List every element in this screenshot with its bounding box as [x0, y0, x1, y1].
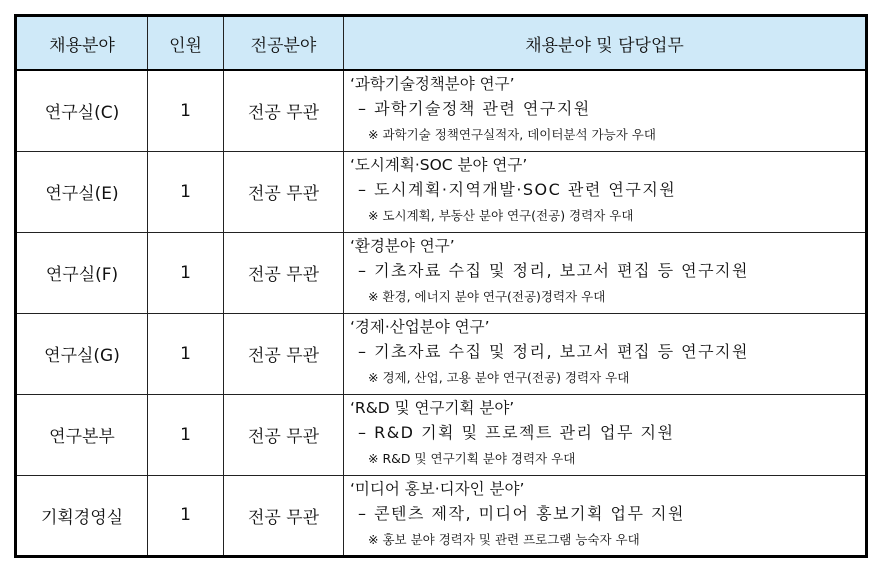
recruitment-table — [14, 14, 868, 558]
duties-cell — [344, 70, 867, 151]
major-cell: 전공 무관 — [224, 232, 344, 313]
duty-title: ‘과학기술정책분야 연구’ — [350, 75, 515, 93]
duty-note: ※ 도시계획, 부동산 분야 연구(전공) 경력자 우대 — [368, 207, 634, 223]
major-cell: 전공 무관 — [224, 151, 344, 232]
header-row — [16, 16, 867, 71]
duty-task: – 과학기술정책 관련 연구지원 — [358, 99, 591, 118]
count-cell: 1 — [148, 394, 224, 475]
duty-title: ‘미디어 홍보·디자인 분야’ — [350, 479, 525, 498]
field-cell: 연구실(G) — [16, 313, 148, 394]
duty-task: – 콘텐츠 제작, 미디어 홍보기획 업무 지원 — [358, 503, 685, 523]
field-cell: 기획경영실 — [16, 475, 148, 556]
table-row — [16, 70, 867, 151]
document-area — [14, 14, 865, 556]
duty-title: ‘환경분야 연구’ — [350, 236, 455, 255]
header-field: 채용분야 — [16, 16, 148, 71]
count-cell: 1 — [148, 313, 224, 394]
field-cell: 연구본부 — [16, 394, 148, 475]
major-cell: 전공 무관 — [224, 313, 344, 394]
count-cell: 1 — [148, 232, 224, 313]
field-cell: 연구실(E) — [16, 151, 148, 232]
table-row — [16, 151, 867, 232]
table-row — [16, 394, 867, 475]
duties-cell — [344, 313, 867, 394]
duty-task: – R&D 기획 및 프로젝트 관리 업무 지원 — [358, 422, 675, 442]
header-duties: 채용분야 및 담당업무 — [344, 16, 867, 71]
duties-cell — [344, 232, 867, 313]
count-cell: 1 — [148, 151, 224, 232]
header-major: 전공분야 — [224, 16, 344, 71]
duty-note: ※ 환경, 에너지 분야 연구(전공)경력자 우대 — [368, 288, 606, 304]
duty-task: – 기초자료 수집 및 정리, 보고서 편집 등 연구지원 — [358, 260, 749, 280]
duty-note: ※ R&D 및 연구기획 분야 경력자 우대 — [368, 450, 576, 466]
duty-note: ※ 홍보 분야 경력자 및 관련 프로그램 능숙자 우대 — [368, 531, 640, 547]
major-cell: 전공 무관 — [224, 70, 344, 151]
major-cell: 전공 무관 — [224, 394, 344, 475]
duty-title: ‘R&D 및 연구기획 분야’ — [350, 398, 515, 417]
duty-title: ‘도시계획·SOC 분야 연구’ — [350, 155, 528, 174]
duties-cell — [344, 475, 867, 556]
count-cell: 1 — [148, 475, 224, 556]
field-cell: 연구실(F) — [16, 232, 148, 313]
duty-note: ※ 경제, 산업, 고용 분야 연구(전공) 경력자 우대 — [368, 369, 630, 385]
duty-title: ‘경제·산업분야 연구’ — [350, 317, 490, 336]
major-cell: 전공 무관 — [224, 475, 344, 556]
field-cell: 연구실(C) — [16, 70, 148, 151]
duties-cell — [344, 151, 867, 232]
header-count: 인원 — [148, 16, 224, 71]
table-row — [16, 313, 867, 394]
table-row — [16, 475, 867, 556]
duty-note: ※ 과학기술 정책연구실적자, 데이터분석 가능자 우대 — [368, 127, 656, 142]
duty-task: – 기초자료 수집 및 정리, 보고서 편집 등 연구지원 — [358, 341, 749, 361]
table-row — [16, 232, 867, 313]
duty-task: – 도시계획·지역개발·SOC 관련 연구지원 — [358, 179, 677, 199]
duties-cell — [344, 394, 867, 475]
count-cell: 1 — [148, 70, 224, 151]
